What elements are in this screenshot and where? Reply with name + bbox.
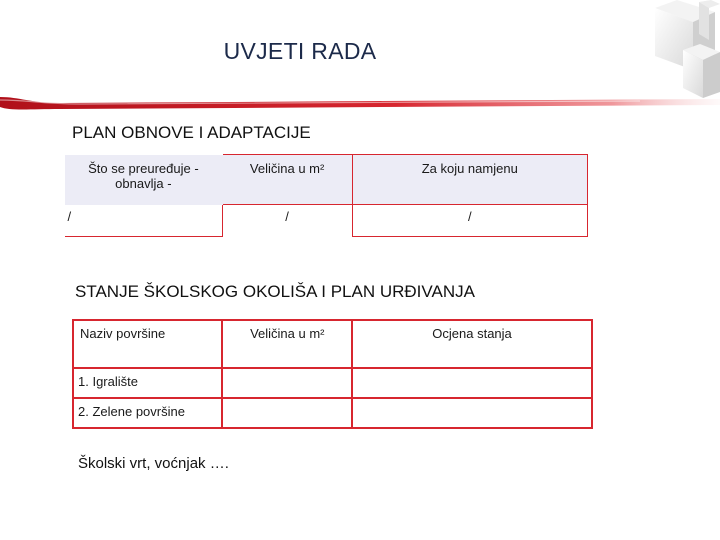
column-header-size: Veličina u m² bbox=[222, 155, 352, 205]
column-header-what: Što se preuređuje - obnavlja - bbox=[65, 155, 223, 205]
section-heading-renovation-plan: PLAN OBNOVE I ADAPTACIJE bbox=[72, 123, 311, 142]
column-header-condition: Ocjena stanja bbox=[352, 320, 592, 368]
red-divider-bar bbox=[0, 95, 720, 113]
decorative-cubes-graphic bbox=[595, 0, 720, 105]
column-header-area-name: Naziv površine bbox=[73, 320, 222, 368]
school-grounds-table bbox=[72, 319, 593, 429]
renovation-plan-table bbox=[64, 154, 588, 237]
table-cell: / bbox=[352, 205, 588, 237]
table-cell bbox=[222, 368, 352, 398]
table-cell bbox=[352, 398, 592, 428]
table-cell: / bbox=[222, 205, 352, 237]
school-garden-note: Školski vrt, voćnjak …. bbox=[78, 455, 229, 472]
table-cell: 2. Zelene površine bbox=[73, 398, 222, 428]
table-row bbox=[65, 205, 588, 237]
table-row bbox=[73, 368, 592, 398]
table-cell bbox=[222, 398, 352, 428]
table-cell: / bbox=[65, 205, 223, 237]
table-header-row bbox=[65, 155, 588, 205]
table-row bbox=[73, 398, 592, 428]
column-header-purpose: Za koju namjenu bbox=[352, 155, 588, 205]
table-header-row bbox=[73, 320, 592, 368]
column-header-size: Veličina u m² bbox=[222, 320, 352, 368]
slide-title: UVJETI RADA bbox=[223, 38, 377, 64]
section-heading-school-grounds: STANJE ŠKOLSKOG OKOLIŠA I PLAN URĐIVANJA bbox=[75, 282, 475, 301]
table-cell: 1. Igralište bbox=[73, 368, 222, 398]
table-cell bbox=[352, 368, 592, 398]
